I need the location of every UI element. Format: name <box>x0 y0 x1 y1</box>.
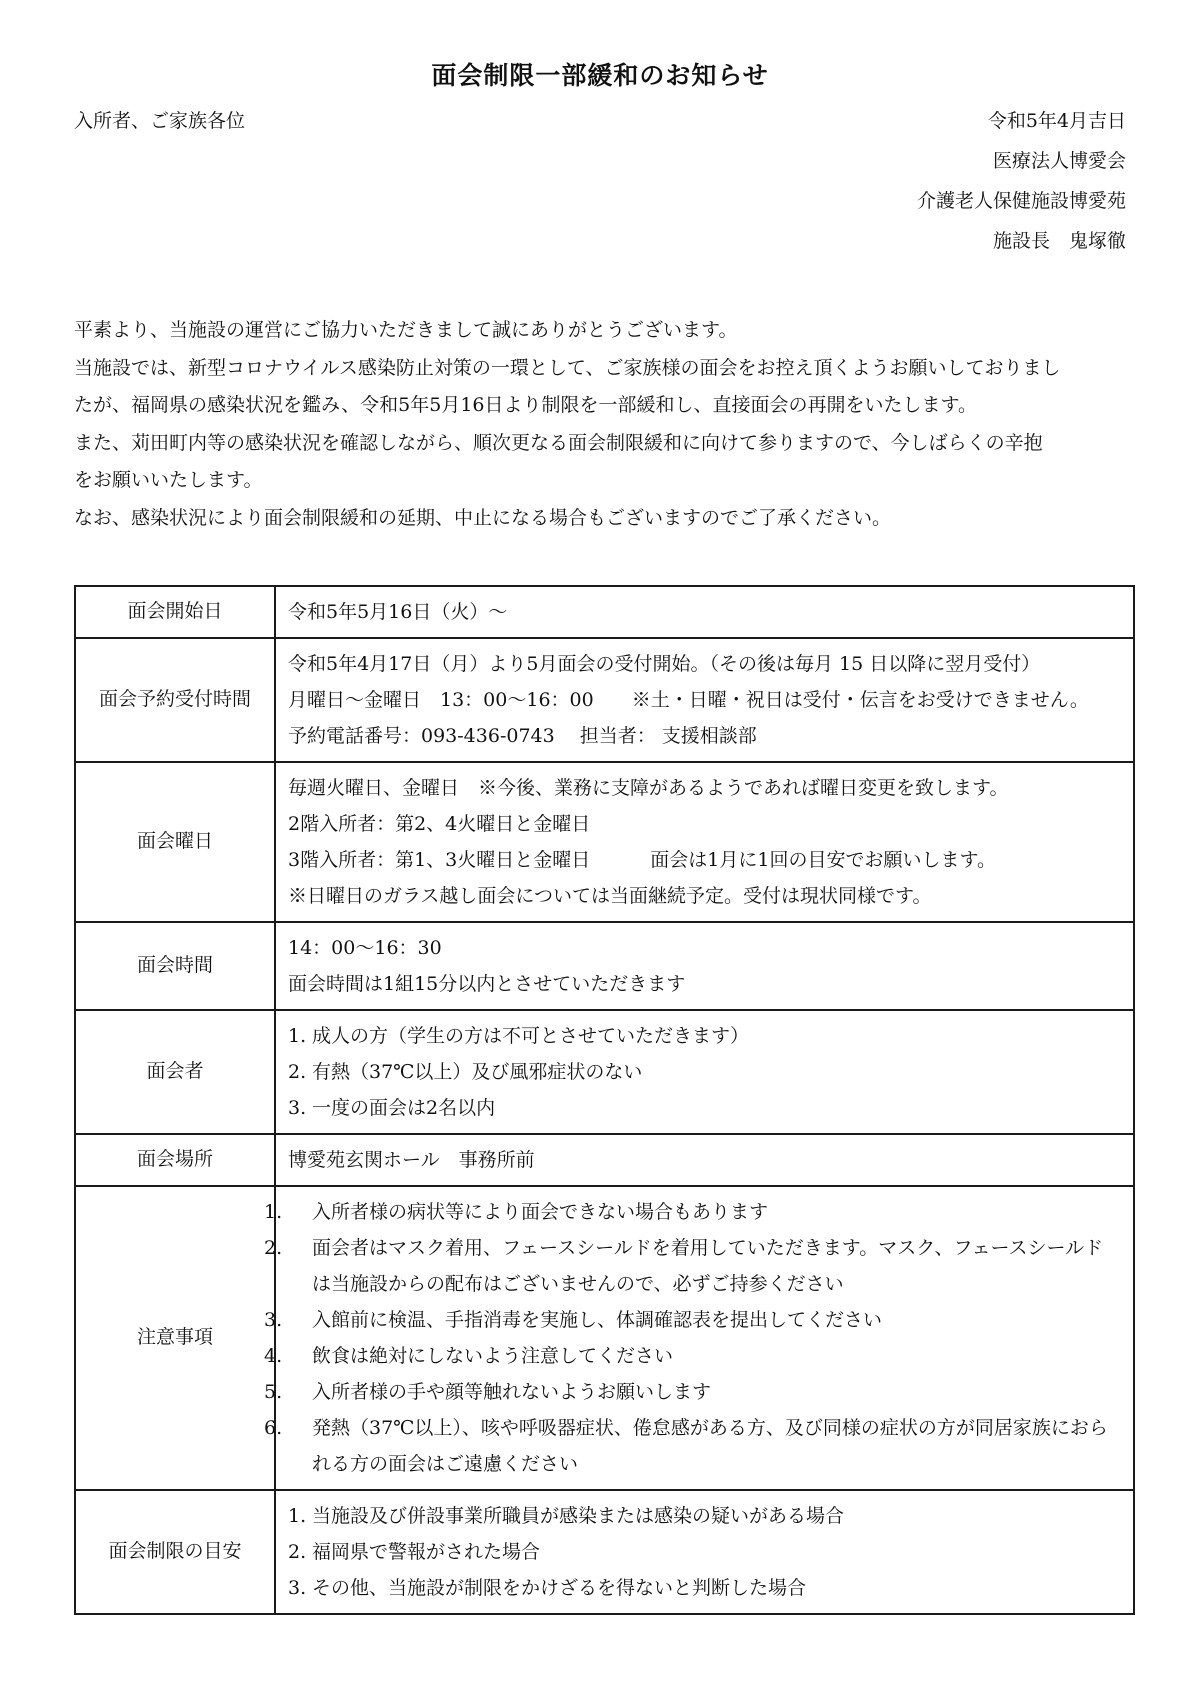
intro-line: なお、感染状況により面会制限緩和の延期、中止になる場合もございますのでご了承ください。 <box>74 506 892 529</box>
list-item: 3. 一度の面会は2名以内 <box>288 1097 496 1119</box>
row-value-location: 博愛苑玄関ホール 事務所前 <box>275 1134 1134 1186</box>
intro-line: また、苅田町内等の感染状況を確認しながら、順次更なる面会制限緩和に向けて参りますので、今しばらくの辛抱 <box>74 431 1043 454</box>
list-item: 2. 有熱（37℃以上）及び風邪症状のない <box>288 1061 643 1083</box>
row-value-reservation: 令和5年4月17日（月）より5月面会の受付開始。（その後は毎月 15 日以降に翌月受付） 月曜日～金曜日 13：00～16：00 ※土・日曜・祝日は受付・伝言をお受けできません。 予約電話番号：093-436-0743 担当者： 支援相談部 <box>275 638 1134 762</box>
row-label-reservation: 面会予約受付時間 <box>75 638 275 762</box>
sender-block <box>917 108 1126 268</box>
table-row <box>75 586 1134 638</box>
organization-name: 医療法人博愛会 <box>992 150 1126 172</box>
intro-text <box>74 312 1134 537</box>
list-item: 1. 入所者様の病状等により面会できない場合もあります <box>264 1201 769 1223</box>
table-row <box>75 922 1134 1010</box>
list-item: 5. 入所者様の手や顔等触れないようお願いします <box>264 1381 712 1403</box>
row-label-restriction: 面会制限の目安 <box>75 1490 275 1614</box>
list-item: 3. その他、当施設が制限をかけざるを得ないと判断した場合 <box>288 1577 807 1599</box>
row-value-restriction <box>275 1490 1134 1614</box>
table-row <box>75 1010 1134 1134</box>
table-row <box>75 1186 1134 1490</box>
table-row <box>75 638 1134 762</box>
table-row <box>75 1490 1134 1614</box>
row-label-location: 面会場所 <box>75 1134 275 1186</box>
addressee: 入所者、ご家族各位 <box>74 110 246 132</box>
row-value-start-date: 令和5年5月16日（火）～ <box>275 586 1134 638</box>
list-item: 2. 福岡県で警報がされた場合 <box>288 1541 541 1563</box>
row-label-notes: 注意事項 <box>75 1186 275 1490</box>
list-item: 4. 飲食は絶対にしないよう注意してください <box>264 1345 674 1367</box>
list-item: 1. 成人の方（学生の方は不可とさせていただきます） <box>288 1025 750 1047</box>
issue-date: 令和5年4月吉日 <box>987 110 1126 132</box>
facility-name: 介護老人保健施設博愛苑 <box>916 190 1126 212</box>
intro-line: 平素より、当施設の運営にご協力いただきまして誠にありがとうございます。 <box>74 319 738 341</box>
row-value-days: 毎週火曜日、金曜日 ※今後、業務に支障があるようであれば曜日変更を致します。 2階入所者：第2、4火曜日と金曜日 3階入所者：第1、3火曜日と金曜日 面会は1月に1回の目安でお願いします。 ※日曜日のガラス越し面会については当面継続予定。受付は現状同様です。 <box>275 762 1134 922</box>
table-row <box>75 1134 1134 1186</box>
table-row <box>75 762 1134 922</box>
list-item: 1. 当施設及び併設事業所職員が感染または感染の疑いがある場合 <box>288 1505 845 1527</box>
list-item: 6. 発熱（37℃以上）、咳や呼吸器症状、倦怠感がある方、及び同様の症状の方が同居家族におられる方の面会はご遠慮ください <box>264 1417 1108 1475</box>
row-label-hours: 面会時間 <box>75 922 275 1010</box>
row-value-hours: 14：00～16：30 面会時間は1組15分以内とさせていただきます <box>275 922 1134 1010</box>
list-item: 2. 面会者はマスク着用、フェースシールドを着用していただきます。マスク、フェースシールドは当施設からの配布はございませんので、必ずご持参ください <box>264 1237 1104 1295</box>
intro-line: 当施設では、新型コロナウイルス感染防止対策の一環として、ご家族様の面会をお控え頂くようお願いしておりまし <box>74 356 1061 379</box>
intro-line: をお願いいたします。 <box>74 469 263 491</box>
document-title: 面会制限一部緩和のお知らせ <box>431 61 769 90</box>
row-label-visitors: 面会者 <box>75 1010 275 1134</box>
list-item: 3. 入館前に検温、手指消毒を実施し、体調確認表を提出してください <box>264 1309 883 1331</box>
intro-line: たが、福岡県の感染状況を鑑み、令和5年5月16日より制限を一部緩和し、直接面会の再開をいたします。 <box>74 394 977 416</box>
row-value-visitors <box>275 1010 1134 1134</box>
director-name: 施設長 鬼塚徹 <box>992 230 1126 252</box>
row-label-start-date: 面会開始日 <box>75 586 275 638</box>
row-label-days: 面会曜日 <box>75 762 275 922</box>
visit-info-table <box>74 585 1135 1615</box>
row-value-notes <box>264 1186 1134 1490</box>
